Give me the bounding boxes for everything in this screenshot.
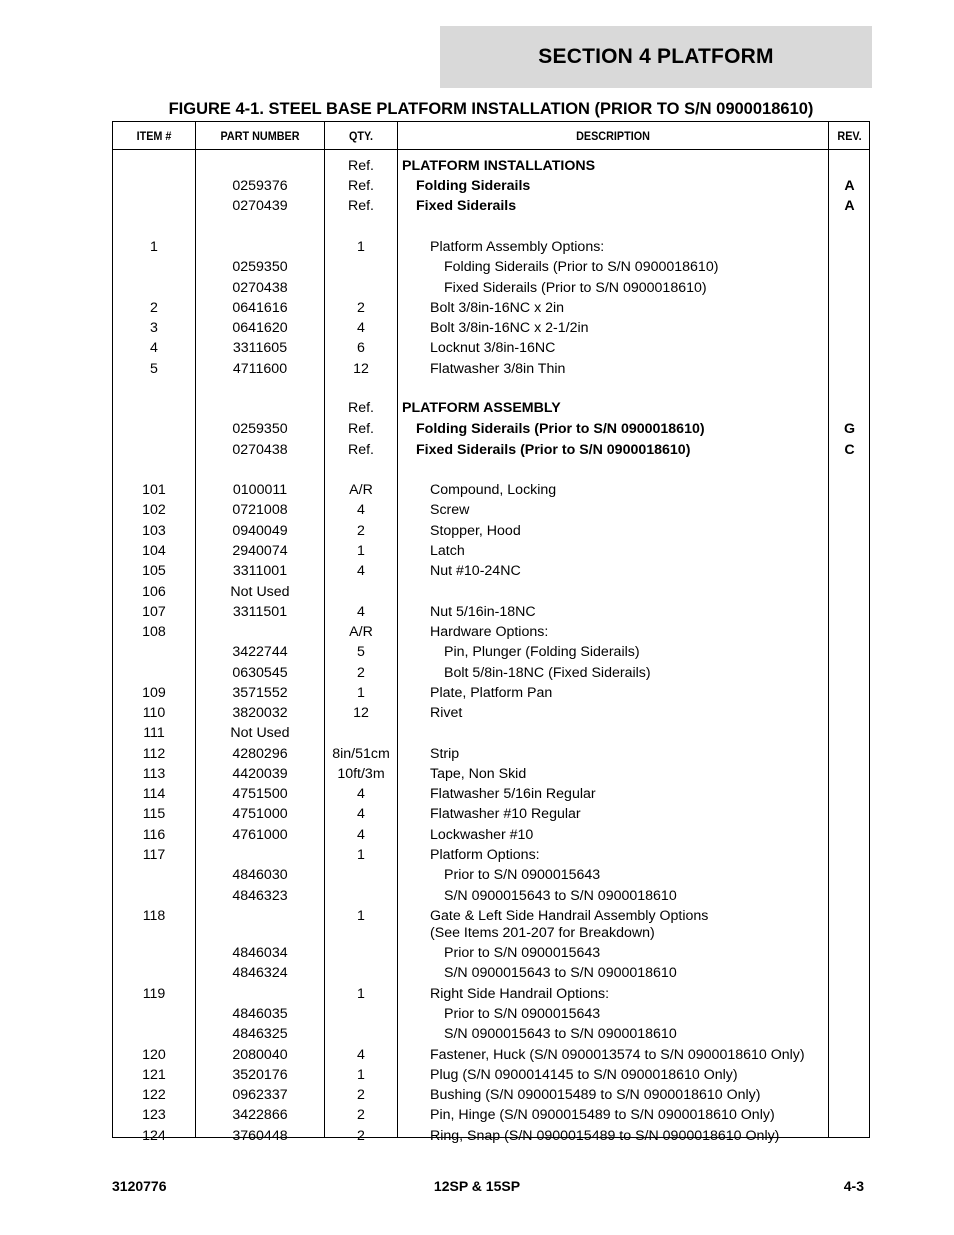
row-part-number: 4420039 (232, 766, 288, 782)
row-quantity: 1 (357, 986, 365, 1002)
row-item-number: 113 (142, 766, 166, 782)
row-quantity: 1 (357, 847, 365, 863)
row-part-number: Not Used (230, 725, 290, 741)
row-description: S/N 0900015643 to S/N 0900018610 (444, 888, 677, 904)
column-divider (397, 122, 398, 1137)
row-description: Latch (430, 543, 465, 559)
row-quantity: Ref. (347, 158, 375, 174)
row-description: Strip (430, 746, 460, 762)
row-item-number: 124 (142, 1128, 166, 1144)
row-quantity: 2 (357, 1107, 365, 1123)
row-part-number: Not Used (230, 584, 290, 600)
col-header-qty: QTY. (348, 128, 373, 143)
row-item-number: 106 (142, 584, 166, 600)
row-quantity: 4 (357, 827, 365, 843)
section-header-box (440, 26, 872, 88)
row-description: Right Side Handrail Options: (430, 986, 610, 1002)
row-part-number: 3311501 (232, 604, 288, 620)
row-quantity: 4 (357, 806, 365, 822)
row-description-continued: (See Items 201-207 for Breakdown) (430, 925, 655, 941)
row-item-number: 101 (142, 482, 166, 498)
row-item-number: 110 (142, 705, 166, 721)
row-description: Flatwasher #10 Regular (430, 806, 581, 822)
row-description: Compound, Locking (430, 482, 557, 498)
row-quantity: Ref. (347, 442, 375, 458)
row-part-number: 2080040 (232, 1047, 288, 1063)
row-description: Flatwasher 5/16in Regular (430, 786, 596, 802)
row-quantity: 4 (357, 502, 365, 518)
row-description: Fastener, Huck (S/N 0900013574 to S/N 0900018610 Only) (430, 1047, 805, 1063)
row-item-number: 116 (142, 827, 166, 843)
row-item-number: 107 (142, 604, 166, 620)
row-description: Platform Assembly Options: (430, 239, 605, 255)
row-quantity: Ref. (347, 198, 375, 214)
row-description: Ring, Snap (S/N 0900015489 to S/N 0900018610 Only) (430, 1128, 780, 1144)
row-description: S/N 0900015643 to S/N 0900018610 (444, 1026, 677, 1042)
row-quantity: 6 (357, 340, 365, 356)
row-part-number: 0270438 (232, 442, 288, 458)
row-description: Nut 5/16in-18NC (430, 604, 536, 620)
row-description: PLATFORM ASSEMBLY (402, 400, 561, 416)
row-description: Nut #10-24NC (430, 563, 521, 579)
col-header-description: DESCRIPTION (576, 128, 650, 143)
row-description: PLATFORM INSTALLATIONS (402, 158, 596, 174)
row-part-number: 4846035 (232, 1006, 288, 1022)
col-header-part-number: PART NUMBER (220, 128, 300, 143)
row-item-number: 122 (142, 1087, 166, 1103)
row-description: Fixed Siderails (Prior to S/N 0900018610) (416, 442, 691, 458)
row-part-number: 0259376 (232, 178, 288, 194)
row-part-number: 2940074 (232, 543, 288, 559)
row-quantity: 1 (357, 685, 365, 701)
row-part-number: 4846030 (232, 867, 288, 883)
row-item-number: 5 (150, 361, 158, 377)
row-item-number: 104 (142, 543, 166, 559)
row-description: Bolt 3/8in-16NC x 2in (430, 300, 565, 316)
row-part-number: 3422744 (232, 644, 288, 660)
row-description: Lockwasher #10 (430, 827, 534, 843)
table-header (113, 122, 869, 150)
row-quantity: 2 (357, 1087, 365, 1103)
section-title: SECTION 4 PLATFORM (538, 45, 774, 68)
row-revision: G (843, 421, 856, 437)
row-quantity: 4 (357, 604, 365, 620)
row-quantity: Ref. (347, 421, 375, 437)
row-revision: C (844, 442, 855, 458)
row-quantity: 1 (357, 239, 365, 255)
row-quantity: Ref. (347, 400, 375, 416)
row-description: Tape, Non Skid (430, 766, 527, 782)
row-part-number: 0100011 (232, 482, 288, 498)
row-description: Pin, Plunger (Folding Siderails) (444, 644, 640, 660)
row-quantity: 12 (353, 705, 369, 721)
row-item-number: 115 (142, 806, 166, 822)
row-part-number: 3311001 (232, 563, 288, 579)
row-item-number: 114 (142, 786, 166, 802)
row-part-number: 4761000 (232, 827, 288, 843)
row-part-number: 0940049 (232, 523, 288, 539)
row-quantity: 2 (357, 1128, 365, 1144)
row-part-number: 0721008 (232, 502, 288, 518)
row-part-number: 0641620 (232, 320, 288, 336)
footer-model: 12SP & 15SP (433, 1178, 521, 1194)
row-quantity: 5 (357, 644, 365, 660)
row-revision: A (844, 198, 855, 214)
row-part-number: 4751500 (232, 786, 288, 802)
row-quantity: Ref. (347, 178, 375, 194)
row-part-number: 0259350 (232, 421, 288, 437)
row-description: Plate, Platform Pan (430, 685, 553, 701)
row-description: Bolt 3/8in-16NC x 2-1/2in (430, 320, 589, 336)
parts-table (112, 121, 870, 1144)
row-description: Fixed Siderails (416, 198, 517, 214)
row-part-number: 4846034 (232, 945, 288, 961)
footer-page-number: 4-3 (843, 1178, 864, 1194)
row-part-number: 0270439 (232, 198, 288, 214)
row-item-number: 102 (142, 502, 166, 518)
row-description: Rivet (430, 705, 463, 721)
row-item-number: 111 (143, 725, 165, 741)
col-header-rev: REV. (837, 128, 862, 143)
row-description: Screw (430, 502, 470, 518)
row-description: Bolt 5/8in-18NC (Fixed Siderails) (444, 665, 651, 681)
row-description: S/N 0900015643 to S/N 0900018610 (444, 965, 677, 981)
row-item-number: 120 (142, 1047, 166, 1063)
row-quantity: A/R (349, 482, 373, 498)
row-quantity: 4 (357, 563, 365, 579)
row-quantity: 4 (357, 786, 365, 802)
row-item-number: 109 (142, 685, 166, 701)
row-quantity: 2 (357, 523, 365, 539)
row-description: Bushing (S/N 0900015489 to S/N 0900018610 Only) (430, 1087, 761, 1103)
row-part-number: 4711600 (232, 361, 288, 377)
row-description: Folding Siderails (Prior to S/N 0900018610) (444, 259, 719, 275)
row-quantity: 1 (357, 908, 365, 924)
row-description: Gate & Left Side Handrail Assembly Options (430, 908, 709, 924)
row-part-number: 3571552 (232, 685, 288, 701)
row-description: Pin, Hinge (S/N 0900015489 to S/N 0900018610 Only) (430, 1107, 775, 1123)
row-quantity: 1 (357, 543, 365, 559)
row-part-number: 0962337 (232, 1087, 288, 1103)
col-header-item: ITEM # (136, 128, 172, 143)
row-quantity: 10ft/3m (337, 766, 385, 782)
row-item-number: 121 (142, 1067, 166, 1083)
row-item-number: 3 (150, 320, 158, 336)
row-part-number: 3311605 (232, 340, 288, 356)
row-item-number: 105 (142, 563, 166, 579)
row-item-number: 117 (142, 847, 166, 863)
row-item-number: 2 (150, 300, 158, 316)
row-quantity: 1 (357, 1067, 365, 1083)
row-description: Flatwasher 3/8in Thin (430, 361, 566, 377)
row-part-number: 3760448 (232, 1128, 288, 1144)
row-item-number: 4 (150, 340, 158, 356)
row-quantity: 2 (357, 665, 365, 681)
row-description: Plug (S/N 0900014145 to S/N 0900018610 Only) (430, 1067, 738, 1083)
row-item-number: 108 (142, 624, 166, 640)
row-item-number: 103 (142, 523, 166, 539)
row-part-number: 0270438 (232, 280, 288, 296)
row-part-number: 3520176 (232, 1067, 288, 1083)
row-part-number: 4846324 (232, 965, 288, 981)
row-item-number: 118 (142, 908, 166, 924)
row-description: Prior to S/N 0900015643 (444, 867, 601, 883)
row-quantity: 4 (357, 1047, 365, 1063)
row-part-number: 4846325 (232, 1026, 288, 1042)
row-description: Platform Options: (430, 847, 540, 863)
row-description: Hardware Options: (430, 624, 549, 640)
row-part-number: 3820032 (232, 705, 288, 721)
footer-doc-number: 3120776 (112, 1178, 167, 1194)
row-quantity: 2 (357, 300, 365, 316)
row-description: Prior to S/N 0900015643 (444, 945, 601, 961)
row-description: Prior to S/N 0900015643 (444, 1006, 601, 1022)
row-part-number: 4751000 (232, 806, 288, 822)
figure-title: FIGURE 4-1. STEEL BASE PLATFORM INSTALLATION (PRIOR TO S/N 0900018610) (168, 100, 814, 118)
row-item-number: 123 (142, 1107, 166, 1123)
row-part-number: 4846323 (232, 888, 288, 904)
row-item-number: 1 (150, 239, 158, 255)
row-part-number: 0630545 (232, 665, 288, 681)
row-description: Folding Siderails (Prior to S/N 0900018610) (416, 421, 705, 437)
row-part-number: 0641616 (232, 300, 288, 316)
row-part-number: 4280296 (232, 746, 288, 762)
row-description: Stopper, Hood (430, 523, 521, 539)
row-part-number: 3422866 (232, 1107, 288, 1123)
row-description: Locknut 3/8in-16NC (430, 340, 556, 356)
row-item-number: 112 (142, 746, 166, 762)
row-revision: A (844, 178, 855, 194)
row-quantity: 12 (353, 361, 369, 377)
row-quantity: 4 (357, 320, 365, 336)
row-part-number: 0259350 (232, 259, 288, 275)
row-quantity: 8in/51cm (332, 746, 390, 762)
row-description: Fixed Siderails (Prior to S/N 0900018610) (444, 280, 707, 296)
row-quantity: A/R (349, 624, 373, 640)
row-description: Folding Siderails (416, 178, 531, 194)
row-item-number: 119 (142, 986, 166, 1002)
